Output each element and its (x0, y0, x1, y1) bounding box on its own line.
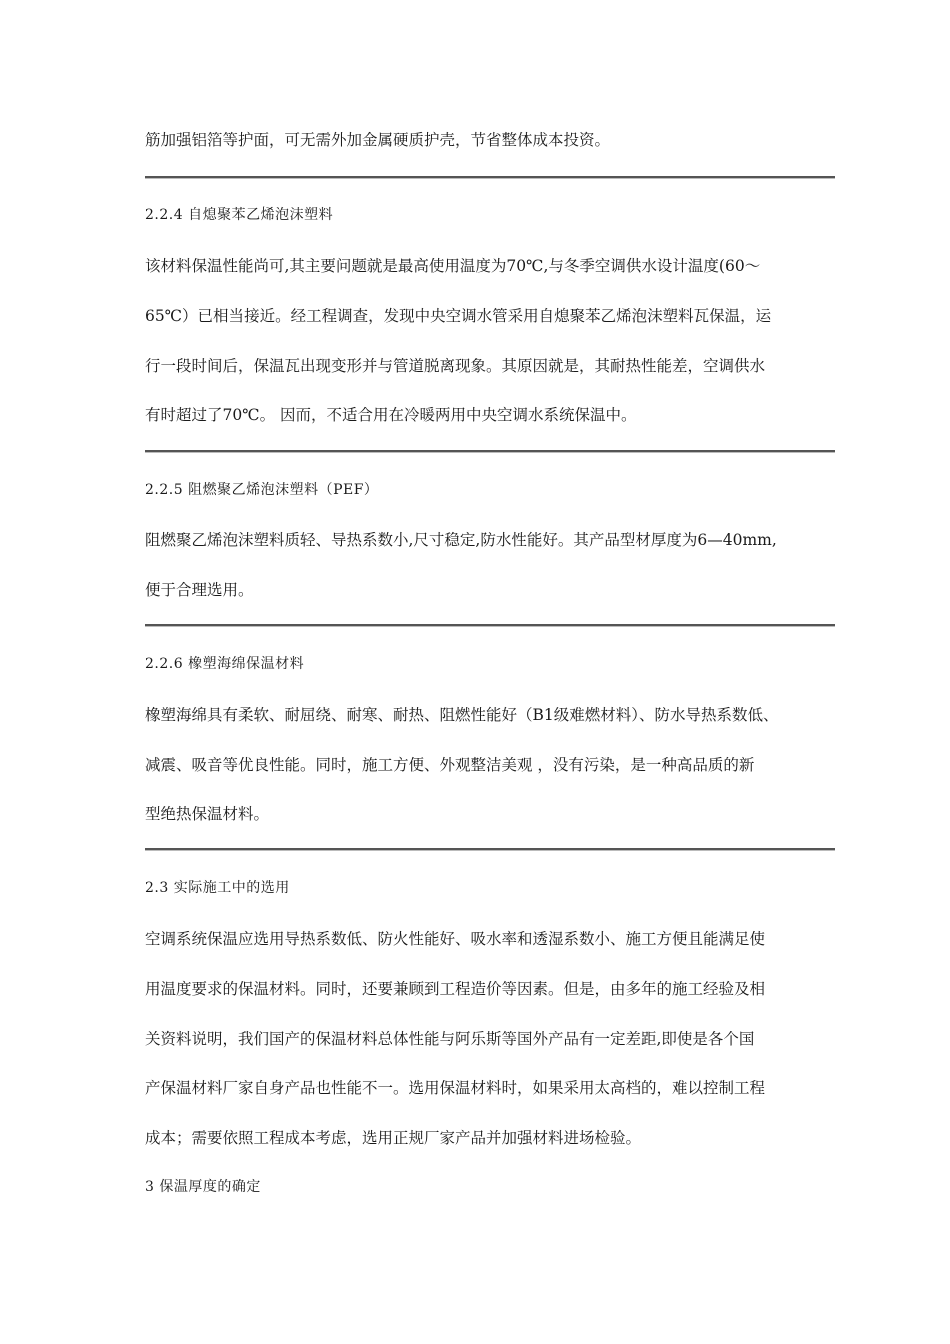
paragraph-line: 橡塑海绵具有柔软、耐屈绕、耐寒、耐热、阻燃性能好（B1级难燃材料）、防水导热系数低、 (145, 706, 779, 724)
paragraph-line: 有时超过了70℃。 因而，不适合用在冷暖两用中央空调水系统保温中。 (145, 406, 637, 424)
paragraph-line: 该材料保温性能尚可,其主要问题就是最高使用温度为70℃,与冬季空调供水设计温度(60～ (145, 257, 761, 275)
paragraph-line: 便于合理选用。 (145, 581, 254, 599)
paragraph-line: 产保温材料厂家自身产品也性能不一。选用保温材料时，如果采用太高档的，难以控制工程 (145, 1079, 766, 1097)
paragraph-line: 阻燃聚乙烯泡沫塑料质轻、导热系数小,尺寸稳定,防水性能好。其产品型材厚度为6—40mm, (145, 531, 777, 549)
section-heading-2-2-5: 2.2.5 阻燃聚乙烯泡沫塑料（PEF） (145, 482, 379, 498)
section-divider (145, 450, 835, 453)
paragraph-line: 成本；需要依照工程成本考虑，选用正规厂家产品并加强材料进场检验。 (145, 1129, 642, 1147)
paragraph-line: 65℃）已相当接近。经工程调查，发现中央空调水管采用自熄聚苯乙烯泡沫塑料瓦保温，运 (145, 307, 772, 325)
section-divider (145, 624, 835, 627)
section-divider (145, 848, 835, 851)
paragraph-line: 减震、吸音等优良性能。同时，施工方便、外观整洁美观 ，没有污染，是一种高品质的新 (145, 756, 755, 774)
paragraph-line: 空调系统保温应选用导热系数低、防火性能好、吸水率和透湿系数小、施工方便且能满足使 (145, 930, 766, 948)
section-heading-3: 3 保温厚度的确定 (145, 1179, 261, 1195)
paragraph-line: 型绝热保温材料。 (145, 805, 270, 823)
section-heading-2-2-4: 2.2.4 自熄聚苯乙烯泡沫塑料 (145, 207, 334, 223)
paragraph-line: 用温度要求的保温材料。同时，还要兼顾到工程造价等因素。但是，由多年的施工经验及相 (145, 980, 766, 998)
paragraph-line: 筋加强铝箔等护面，可无需外加金属硬质护壳，节省整体成本投资。 (145, 131, 611, 149)
section-heading-2-2-6: 2.2.6 橡塑海绵保温材料 (145, 656, 305, 672)
section-heading-2-3: 2.3 实际施工中的选用 (145, 880, 290, 896)
paragraph-line: 关资料说明，我们国产的保温材料总体性能与阿乐斯等国外产品有一定差距,即使是各个国 (145, 1030, 755, 1048)
paragraph-line: 行一段时间后，保温瓦出现变形并与管道脱离现象。其原因就是，其耐热性能差，空调供水 (145, 357, 766, 375)
section-divider (145, 176, 835, 179)
